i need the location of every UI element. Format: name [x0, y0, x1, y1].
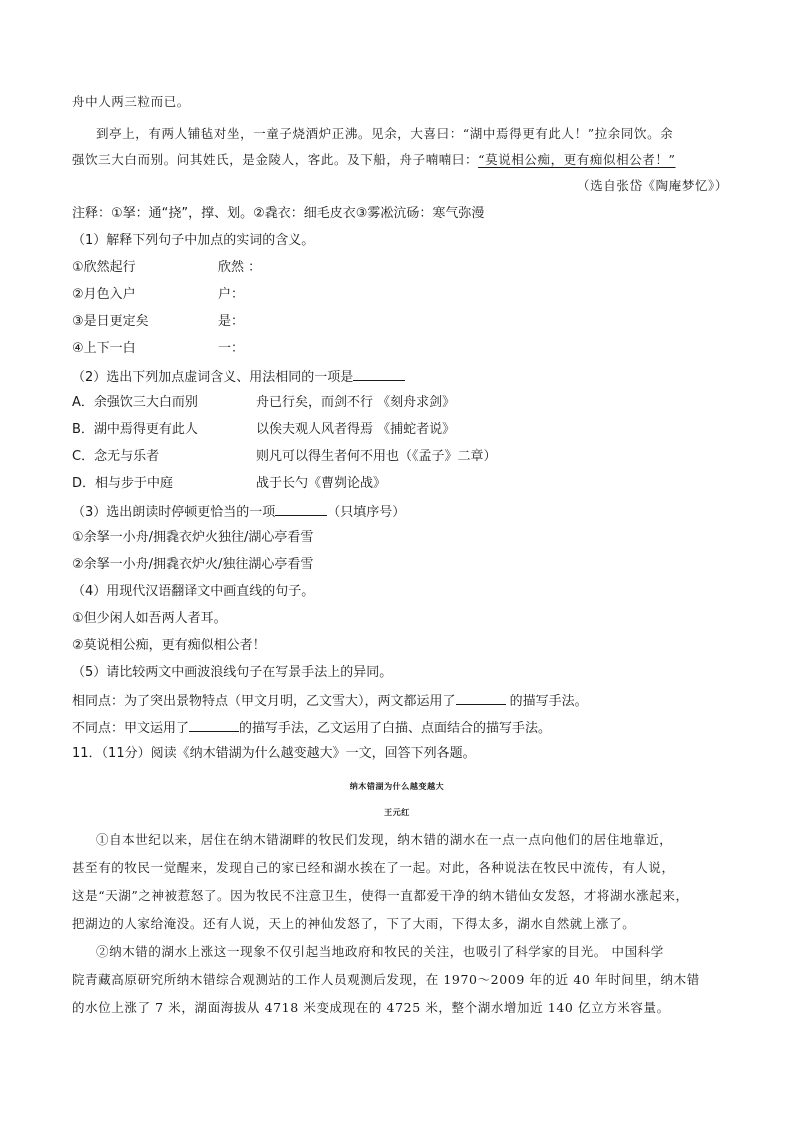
- q2-option: A．余强饮三大白而别 舟已行矣，而剑不行 《刻舟求剑》: [72, 395, 456, 410]
- article-paragraph-line: ②纳木错的湖水上涨这一现象不仅引起当地政府和牧民的关注，也吸引了科学家的目光。 中国科学: [96, 944, 664, 959]
- passage-line: 舟中人两三粒而已。: [72, 94, 190, 109]
- passage-source: （选自张岱《陶庵梦忆》）: [577, 178, 728, 193]
- article-paragraph-line: 的水位上涨了 7 米，湖面海拔从 4718 米变成现在的 4725 米，整个湖水增加近 140 亿立方米容量。: [72, 1000, 670, 1015]
- q1-item: ④上下一白 一：: [72, 341, 245, 356]
- answer-blank[interactable]: [275, 501, 327, 516]
- passage-line: 到亭上，有两人铺毡对坐，一童子烧酒炉正沸。见余，大喜曰：“湖中焉得更有此人！”拉余同饮。余: [96, 126, 674, 141]
- q3-option: ②余拏一小舟/拥毳衣炉火/独往湖心亭看雪: [72, 557, 314, 572]
- article-paragraph-line: 把湖边的人家给淹没。还有人说，天上的神仙发怒了，下了大雨，下得太多，湖水自然就上涨了。: [72, 916, 636, 931]
- q5-similarity: 相同点：为了突出景物特点（甲文月明，乙文雪大），两文都运用了 的描写手法。: [72, 690, 588, 712]
- q4-item: ②莫说相公痴，更有痴似相公者！: [72, 638, 266, 653]
- question-5-prompt: （5）请比较两文中画波浪线句子在写景手法上的异同。: [72, 665, 393, 680]
- q2-option: C．念无与乐者 则凡可以得生者何不用也（《孟子》二章）: [72, 449, 497, 464]
- q5-difference: 不同点：甲文运用了 的描写手法，乙文运用了白描、点面结合的描写手法。: [72, 717, 551, 739]
- question-3-prompt: （3）选出朗读时停顿更恰当的一项 （只填序号）: [72, 501, 405, 523]
- article-paragraph-line: 甚至有的牧民一觉醒来，发现自己的家已经和湖水挨在了一起。对此，各种说法在牧民中流传，有人说，: [72, 860, 675, 875]
- question-2-prompt: （2）选出下列加点虚词含义、用法相同的一项是: [72, 366, 405, 388]
- q4-item: ①但少闲人如吾两人者耳。: [72, 611, 227, 626]
- answer-blank[interactable]: [189, 717, 239, 732]
- q2-option: B．湖中焉得更有此人 以俟夫观人风者得焉 《捕蛇者说》: [72, 422, 456, 437]
- article-paragraph-line: ①自本世纪以来，居住在纳木错湖畔的牧民们发现，纳木错的湖水在一点一点向他们的居住地靠近，: [96, 832, 673, 847]
- annotation-notes: 注释：①拏：通“挠”，撑、划。②毳衣：细毛皮衣③雾凇沆砀：寒气弥漫: [72, 206, 485, 221]
- article-paragraph-line: 院青藏高原研究所纳木错综合观测站的工作人员观测后发现，在 1970～2009 年的近 40 年时间里，纳木错: [72, 972, 700, 987]
- article-paragraph-line: 这是“天湖”之神被惹怒了。因为牧民不注意卫生，使得一直都爱干净的纳木错仙女发怒，才将湖水涨起来，: [72, 888, 689, 903]
- question-1-prompt: （1）解释下列句子中加点的实词的含义。: [72, 233, 315, 248]
- q1-item: ②月色入户 户：: [72, 287, 245, 302]
- underlined-quote: “莫说相公痴，更有痴似相公者！”: [478, 152, 676, 167]
- answer-blank[interactable]: [456, 690, 506, 705]
- article-author: 王元红: [384, 807, 410, 817]
- passage-line: 强饮三大白而别。问其姓氏，是金陵人，客此。及下船，舟子喃喃曰：“莫说相公痴，更有痴似相公者！”: [72, 152, 676, 167]
- q1-item: ③是日更定矣 是：: [72, 314, 245, 329]
- q2-option: D．相与步于中庭 战于长勺《曹刿论战》: [72, 476, 387, 491]
- q3-option: ①余拏一小舟/拥毳衣炉火独往/湖心亭看雪: [72, 530, 314, 545]
- answer-blank[interactable]: [353, 366, 405, 381]
- question-4-prompt: （4）用现代汉语翻译文中画直线的句子。: [72, 584, 315, 599]
- article-title: 纳木错湖为什么越变越大: [349, 781, 445, 791]
- q1-item: ①欣然起行 欣然 ：: [72, 260, 262, 275]
- question-11-prompt: 11．（11分）阅读《纳木错湖为什么越变越大》一文，回答下列各题。: [72, 746, 476, 761]
